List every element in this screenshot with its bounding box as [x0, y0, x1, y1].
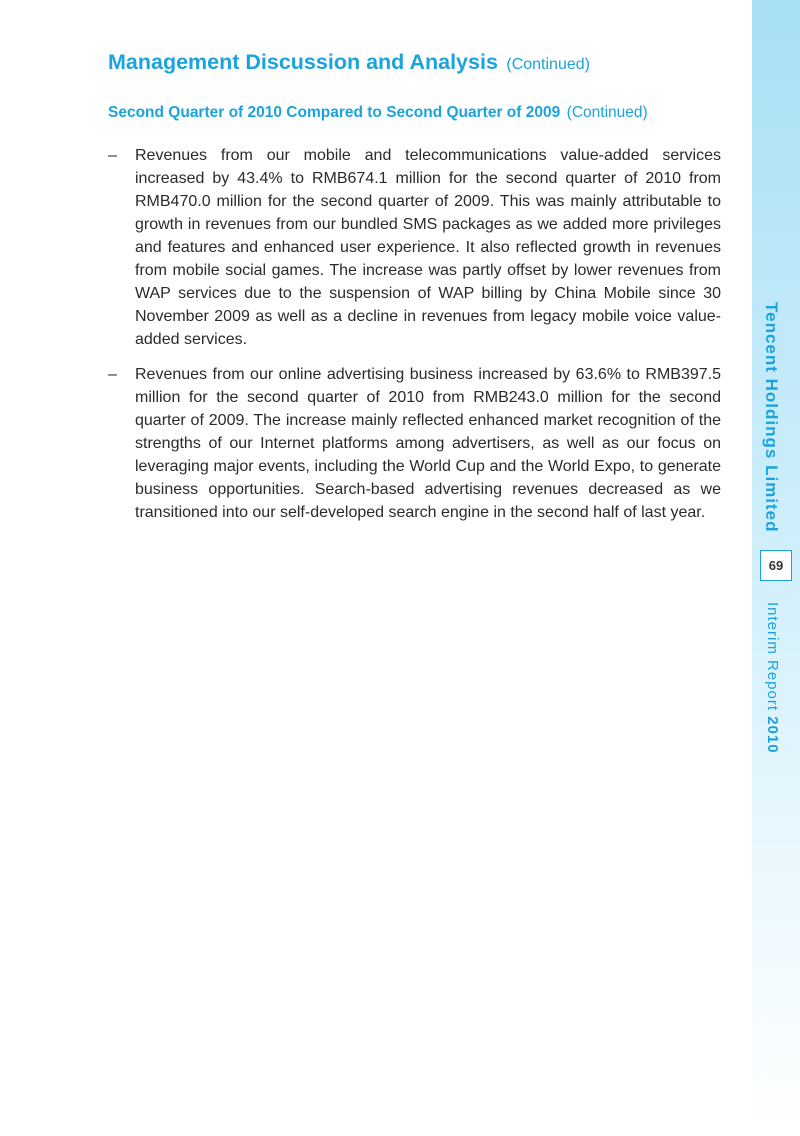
bullet-marker: –: [108, 366, 117, 383]
bullet-text: Revenues from our online advertising business increased by 63.6% to RMB397.5 million for the second quarter of 2010 from RMB243.0 million for the second quarter of 2009. The increase mainly reflected enhanced market recognition of the strengths of our Internet platforms among advertisers, as well as our focus on leveraging major events, including the World Cup and the World Expo, to generate business opportunities. Search-based advertising revenues decreased as we transitioned into our self-developed search engine in the second half of last year.: [135, 366, 721, 521]
bullet-marker: –: [108, 147, 117, 164]
side-tab: [752, 0, 800, 1136]
sidebar-company-name: Tencent Holdings Limited: [762, 302, 781, 533]
section-title: Second Quarter of 2010 Compared to Second Quarter of 2009: [108, 104, 561, 121]
sidebar-report-title: [764, 602, 781, 754]
bullet-item-advertising-revenues: [108, 363, 721, 524]
header-continued: (Continued): [506, 56, 590, 73]
bullet-item-mobile-revenues: [108, 144, 721, 351]
section-heading: [108, 104, 648, 122]
sidebar-report-label: Interim Report: [764, 602, 781, 712]
section-continued: (Continued): [566, 104, 648, 121]
sidebar-report-year: 2010: [764, 716, 781, 754]
bullet-text: Revenues from our mobile and telecommunications value-added services increased by 43.4% to RMB674.1 million for the second quarter of 2010 from RMB470.0 million for the second quarter of 2009. This was mainly attributable to growth in revenues from our bundled SMS packages as we added more privileges and features and enhanced user experience. It also reflected growth in revenues from mobile social games. The increase was partly offset by lower revenues from WAP services due to the suspension of WAP billing by China Mobile since 30 November 2009 as well as a decline in revenues from legacy mobile voice value-added services.: [135, 147, 721, 348]
bullet-list: [108, 144, 721, 536]
page-header: [108, 50, 590, 75]
page-number: 69: [760, 550, 792, 581]
header-title: Management Discussion and Analysis: [108, 50, 498, 74]
